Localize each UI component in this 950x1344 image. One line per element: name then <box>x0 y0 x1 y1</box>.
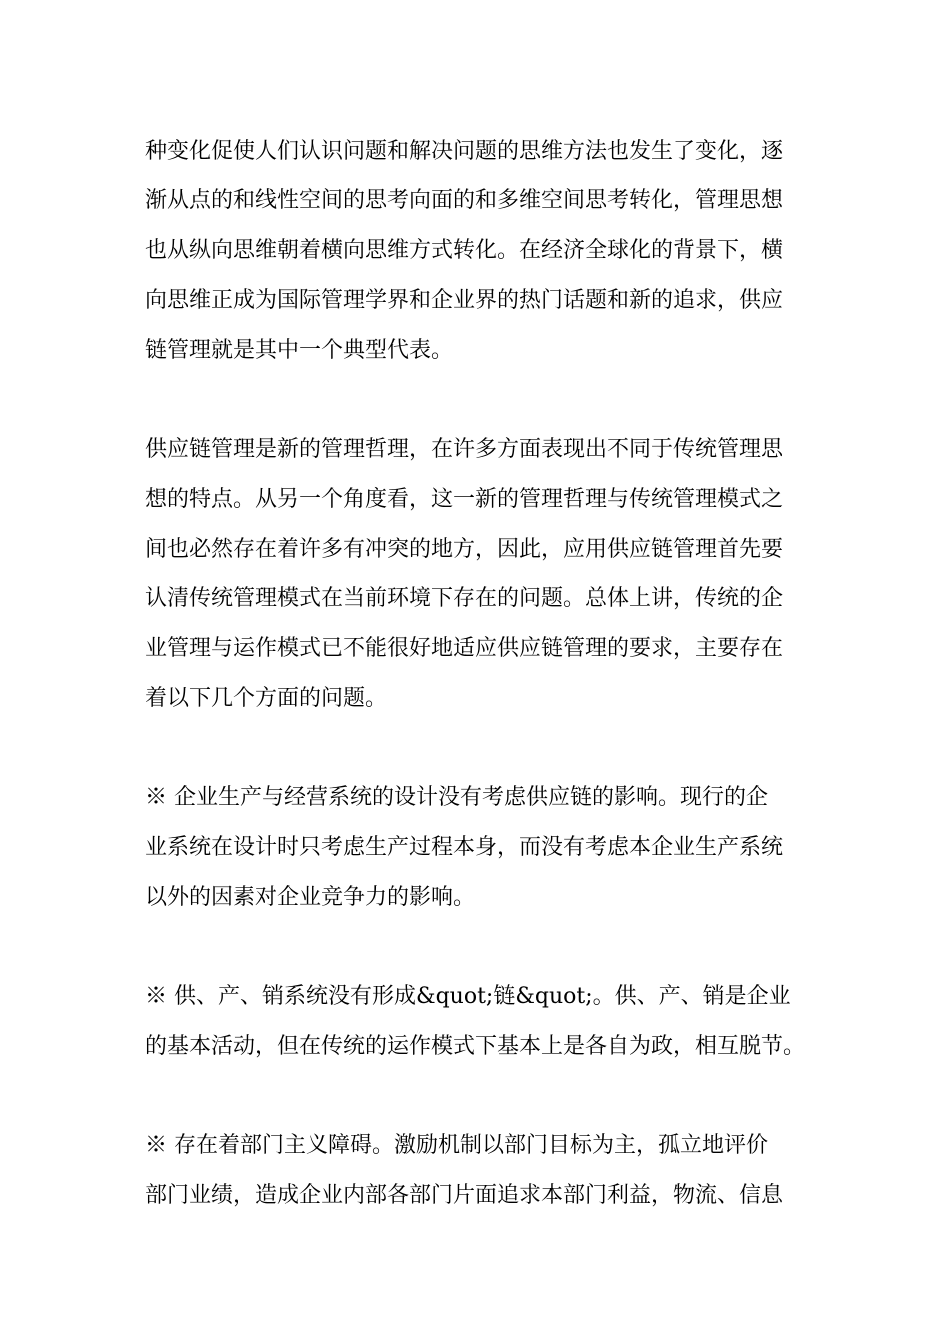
text-line: 业管理与运作模式已不能很好地适应供应链管理的要求，主要存在 <box>145 636 784 661</box>
text-line: 的基本活动，但在传统的运作模式下基本上是各自为政，相互脱节。 <box>145 1034 806 1059</box>
text-line: 链管理就是其中一个典型代表。 <box>145 338 454 363</box>
bullet-line: ※ 企业生产与经营系统的设计没有考虑供应链的影响。现行的企 <box>145 785 768 810</box>
text-line: 向思维正成为国际管理学界和企业界的热门话题和新的追求，供应 <box>145 288 784 313</box>
text-line: 着以下几个方面的问题。 <box>145 686 388 711</box>
text-line: 供应链管理是新的管理哲理，在许多方面表现出不同于传统管理思 <box>145 437 784 462</box>
text-line: 部门业绩，造成企业内部各部门片面追求本部门利益，物流、信息 <box>145 1183 784 1208</box>
text-line: 种变化促使人们认识问题和解决问题的思维方法也发生了变化，逐 <box>145 139 784 164</box>
text-line: 间也必然存在着许多有冲突的地方，因此，应用供应链管理首先要 <box>145 537 784 562</box>
text-line: 想的特点。从另一个角度看，这一新的管理哲理与传统管理模式之 <box>145 487 784 512</box>
text-line: 业系统在设计时只考虑生产过程本身，而没有考虑本企业生产系统 <box>145 835 784 860</box>
text-line: 也从纵向思维朝着横向思维方式转化。在经济全球化的背景下，横 <box>145 238 784 263</box>
text-line: 以外的因素对企业竞争力的影响。 <box>145 885 476 910</box>
text-line: 渐从点的和线性空间的思考向面的和多维空间思考转化，管理思想 <box>145 188 784 213</box>
bullet-line: ※ 存在着部门主义障碍。激励机制以部门目标为主，孤立地评价 <box>145 1133 768 1158</box>
bullet-line: ※ 供、产、销系统没有形成&quot;链&quot;。供、产、销是企业 <box>145 984 791 1009</box>
text-line: 认清传统管理模式在当前环境下存在的问题。总体上讲，传统的企 <box>145 586 784 611</box>
